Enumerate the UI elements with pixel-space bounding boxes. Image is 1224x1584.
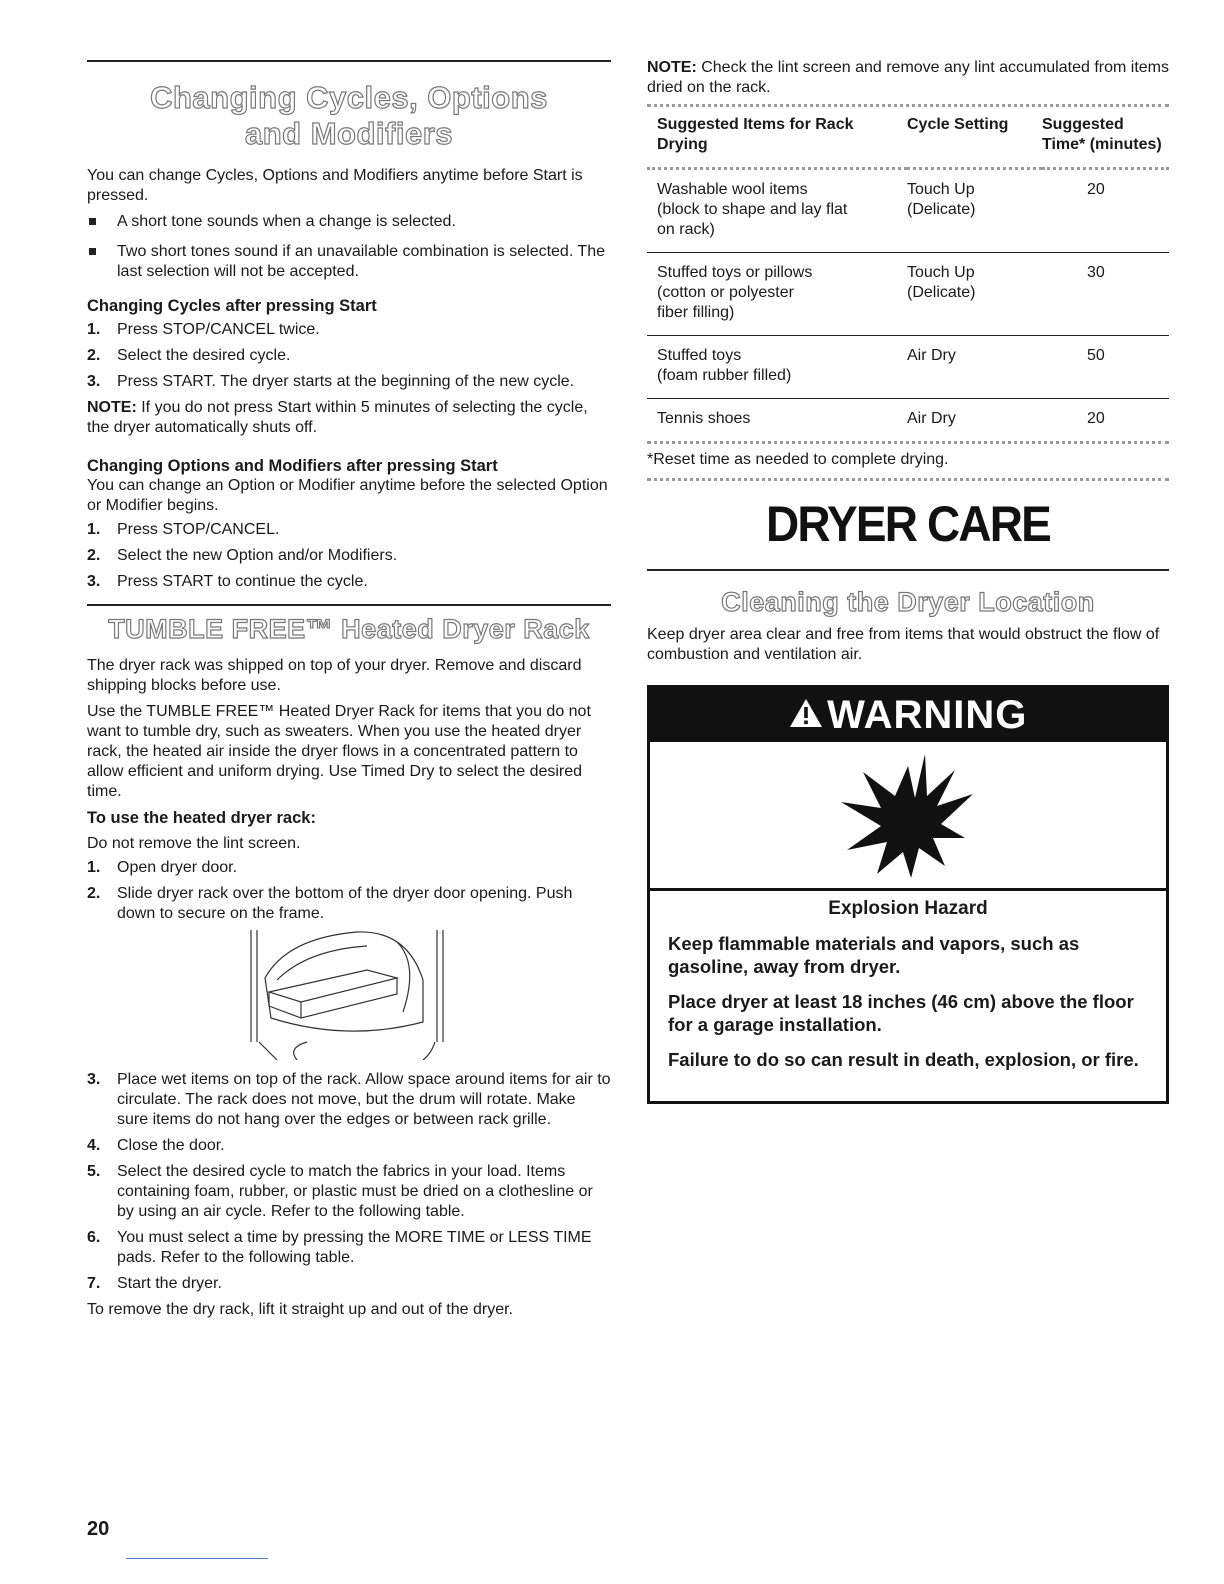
section-title-rack: TUMBLE FREE™ Heated Dryer Rack bbox=[108, 614, 590, 644]
cell-line: Touch Up bbox=[907, 264, 975, 281]
rack-paragraph-2: Use the TUMBLE FREE™ Heated Dryer Rack for items that you do not want to tumble dry, such as sweaters. When you use the heated dryer rack, the heated air inside the dryer flows in a concentrated pattern to allow efficient and uniform drying. Use Timed Dry to select the desired time. bbox=[87, 703, 591, 800]
step-text: Close the door. bbox=[117, 1137, 225, 1154]
step-text: Slide dryer rack over the bottom of the dryer door opening. Push down to secure on the frame. bbox=[117, 885, 573, 922]
table-body bbox=[647, 169, 1169, 442]
step-text: Select the new Option and/or Modifiers. bbox=[117, 547, 398, 564]
warning-line: Failure to do so can result in death, explosion, or fire. bbox=[668, 1049, 1139, 1070]
step-text: Press START. The dryer starts at the beginning of the new cycle. bbox=[117, 373, 575, 390]
step-item bbox=[87, 520, 611, 540]
steps-list bbox=[87, 520, 611, 592]
subheading-use-rack: To use the heated dryer rack: bbox=[87, 809, 316, 827]
step-item bbox=[87, 884, 611, 924]
step-text: Open dryer door. bbox=[117, 859, 238, 876]
cell-line: (block to shape and lay flat bbox=[657, 201, 848, 218]
note-body: If you do not press Start within 5 minutes of selecting the cycle, the dryer automatically shuts off. bbox=[87, 399, 588, 436]
step-item bbox=[87, 1162, 611, 1222]
step-text: Place wet items on top of the rack. Allow space around items for air to circulate. The rack does not move, but the drum will rotate. Make sure items do not hang over the edges or between rack grille. bbox=[117, 1071, 611, 1128]
step-number: 5. bbox=[87, 1163, 101, 1180]
left-column bbox=[87, 60, 611, 1320]
section-divider bbox=[87, 604, 611, 606]
table-footnote: *Reset time as needed to complete drying. bbox=[647, 451, 949, 468]
note-body: Check the lint screen and remove any lint accumulated from items dried on the rack. bbox=[647, 59, 1169, 96]
warning-content bbox=[650, 891, 1166, 1101]
hazard-title: Explosion Hazard bbox=[828, 898, 988, 919]
note-label: NOTE: bbox=[647, 59, 697, 76]
footnote-rule bbox=[647, 478, 1169, 481]
warning-box bbox=[647, 685, 1169, 1104]
step-item bbox=[87, 1274, 611, 1294]
note-label: NOTE: bbox=[87, 399, 137, 416]
table-top-rule bbox=[647, 104, 1169, 107]
step-number: 2. bbox=[87, 547, 101, 564]
section-title-cleaning: Cleaning the Dryer Location bbox=[721, 587, 1095, 617]
rack-closing: To remove the dry rack, lift it straight up and out of the dryer. bbox=[87, 1301, 513, 1318]
explosion-icon bbox=[833, 746, 983, 886]
cell-line: (cotton or polyester bbox=[657, 284, 794, 301]
rack-drying-table bbox=[647, 115, 1169, 441]
step-text: Select the desired cycle. bbox=[117, 347, 291, 364]
cell-time: 20 bbox=[1087, 181, 1105, 198]
cell-item bbox=[647, 253, 907, 336]
step-number: 3. bbox=[87, 373, 101, 390]
title-line-2: and Modifiers bbox=[244, 116, 453, 151]
cell-item bbox=[647, 336, 907, 399]
bullet-text: A short tone sounds when a change is selected. bbox=[117, 213, 456, 230]
bullet-square-icon bbox=[89, 248, 96, 255]
table-header-row bbox=[647, 115, 1169, 169]
cell-line: Tennis shoes bbox=[657, 410, 751, 427]
step-item bbox=[87, 1136, 611, 1156]
header-cycle: Cycle Setting bbox=[907, 116, 1009, 133]
step-item bbox=[87, 1228, 611, 1268]
options-intro: You can change an Option or Modifier anytime before the selected Option or Modifier begins. bbox=[87, 477, 608, 514]
step-number: 1. bbox=[87, 859, 101, 876]
warning-header bbox=[650, 688, 1166, 742]
bullet-item bbox=[87, 242, 611, 282]
cell-time: 30 bbox=[1087, 264, 1105, 281]
table-bottom-rule bbox=[647, 441, 1169, 444]
rack-paragraph-1: The dryer rack was shipped on top of your dryer. Remove and discard shipping blocks before use. bbox=[87, 657, 582, 694]
dryer-rack-drawing bbox=[247, 930, 447, 1060]
warning-line: Keep flammable materials and vapors, such as gasoline, away from dryer. bbox=[668, 933, 1080, 977]
cell-line: Stuffed toys bbox=[657, 347, 742, 364]
cell-item bbox=[647, 169, 907, 253]
cell-line: (Delicate) bbox=[907, 201, 976, 218]
dryer-care-title: DRYER CARE bbox=[765, 496, 1051, 552]
step-text: Press STOP/CANCEL twice. bbox=[117, 321, 320, 338]
step-item bbox=[87, 546, 611, 566]
warning-label: WARNING bbox=[827, 693, 1028, 737]
step-text: Start the dryer. bbox=[117, 1275, 222, 1292]
subheading-cycles: Changing Cycles after pressing Start bbox=[87, 297, 377, 315]
rack-note bbox=[647, 58, 1169, 98]
step-text: Press START to continue the cycle. bbox=[117, 573, 368, 590]
cell-line: Washable wool items bbox=[657, 181, 808, 198]
step-text: Press STOP/CANCEL. bbox=[117, 521, 280, 538]
cell-item bbox=[647, 399, 907, 442]
warning-line: Place dryer at least 18 inches (46 cm) above the floor for a garage installation. bbox=[668, 991, 1134, 1035]
step-item bbox=[87, 372, 611, 392]
bullet-list bbox=[87, 212, 611, 282]
explosion-symbol bbox=[650, 742, 1166, 891]
warning-lines bbox=[668, 932, 1148, 1071]
step-number: 4. bbox=[87, 1137, 101, 1154]
cell-line: (Delicate) bbox=[907, 284, 976, 301]
title-line-1: Changing Cycles, Options bbox=[150, 80, 548, 115]
section-title-changing-cycles bbox=[87, 80, 611, 152]
footer-line bbox=[126, 1558, 268, 1559]
step-number: 2. bbox=[87, 347, 101, 364]
dryer-rack-illustration bbox=[247, 930, 447, 1060]
table-row bbox=[647, 336, 1169, 399]
subheading-options: Changing Options and Modifiers after pressing Start bbox=[87, 457, 498, 475]
header-time: Suggested Time* (minutes) bbox=[1042, 116, 1162, 153]
intro-text: You can change Cycles, Options and Modifiers anytime before Start is pressed. bbox=[87, 167, 583, 204]
step-number: 7. bbox=[87, 1275, 101, 1292]
cleaning-body: Keep dryer area clear and free from items that would obstruct the flow of combustion and ventilation air. bbox=[647, 626, 1160, 663]
page-number: 20 bbox=[87, 1518, 110, 1540]
section-divider bbox=[647, 569, 1169, 571]
cell-time: 50 bbox=[1087, 347, 1105, 364]
step-number: 3. bbox=[87, 573, 101, 590]
step-item bbox=[87, 1070, 611, 1130]
bullet-square-icon bbox=[89, 218, 96, 225]
header-items: Suggested Items for Rack Drying bbox=[657, 116, 854, 153]
cell-cycle bbox=[907, 336, 1042, 399]
step-number: 1. bbox=[87, 321, 101, 338]
use-rack-intro: Do not remove the lint screen. bbox=[87, 835, 301, 852]
cell-line: Touch Up bbox=[907, 181, 975, 198]
step-number: 6. bbox=[87, 1229, 101, 1246]
steps-list bbox=[87, 858, 611, 924]
table-row bbox=[647, 253, 1169, 336]
cell-line: fiber filling) bbox=[657, 304, 735, 321]
note-text bbox=[87, 398, 611, 438]
step-number: 1. bbox=[87, 521, 101, 538]
step-item bbox=[87, 346, 611, 366]
step-number: 2. bbox=[87, 885, 101, 902]
right-column bbox=[647, 58, 1169, 1104]
step-number: 3. bbox=[87, 1071, 101, 1088]
step-item bbox=[87, 858, 611, 878]
cell-cycle bbox=[907, 399, 1042, 442]
step-item bbox=[87, 320, 611, 340]
warning-triangle-icon bbox=[789, 697, 823, 734]
cell-line: Air Dry bbox=[907, 410, 956, 427]
step-item bbox=[87, 572, 611, 592]
table-row bbox=[647, 399, 1169, 442]
table-row bbox=[647, 169, 1169, 253]
cell-cycle bbox=[907, 169, 1042, 253]
steps-list bbox=[87, 1070, 611, 1294]
cell-line: on rack) bbox=[657, 221, 715, 238]
bullet-text: Two short tones sound if an unavailable combination is selected. The last selection will not be accepted. bbox=[117, 243, 605, 280]
cell-line: Stuffed toys or pillows bbox=[657, 264, 813, 281]
steps-list bbox=[87, 320, 611, 392]
step-text: Select the desired cycle to match the fabrics in your load. Items containing foam, rubber, or plastic must be dried on a clothesline or by using an air cycle. Refer to the following table. bbox=[117, 1163, 593, 1220]
cell-line: (foam rubber filled) bbox=[657, 367, 792, 384]
bullet-item bbox=[87, 212, 611, 232]
section-divider bbox=[87, 60, 611, 62]
cell-time: 20 bbox=[1087, 410, 1105, 427]
cell-line: Air Dry bbox=[907, 347, 956, 364]
cell-cycle bbox=[907, 253, 1042, 336]
step-text: You must select a time by pressing the MORE TIME or LESS TIME pads. Refer to the following table. bbox=[117, 1229, 592, 1266]
